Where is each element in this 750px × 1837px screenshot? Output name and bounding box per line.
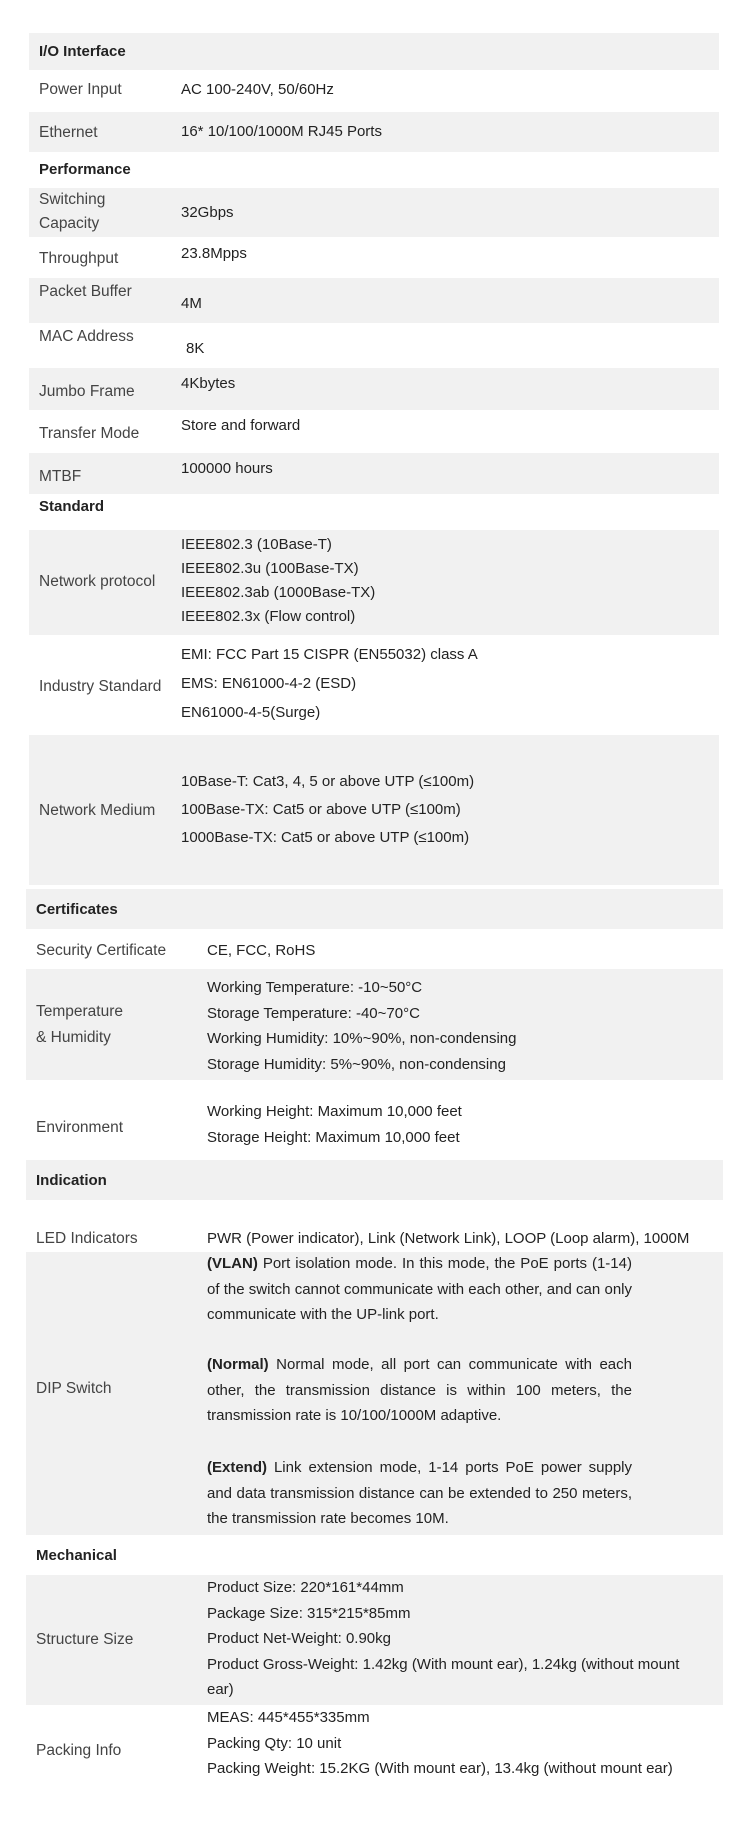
dip-mode-extend <box>207 1455 632 1532</box>
section-heading: Standard <box>39 498 105 515</box>
spec-row-mac-address <box>29 323 719 368</box>
spec-label: Environment <box>36 1119 124 1136</box>
section-standard <box>29 494 719 530</box>
spec-row-transfer-mode <box>29 410 719 453</box>
spec-row-temperature-humidity <box>26 969 723 1080</box>
spec-row-mtbf <box>29 453 719 494</box>
section-heading: Mechanical <box>36 1547 117 1564</box>
spec-value-list: EMI: FCC Part 15 CISPR (EN55032) class A EMS: EN61000-4-2 (ESD) EN61000-4-5(Surge) <box>181 646 478 721</box>
spec-row-structure-size <box>26 1575 723 1705</box>
spec-value: 8K <box>186 340 205 357</box>
spec-label: Structure Size <box>36 1631 134 1648</box>
section-heading: Certificates <box>36 901 118 918</box>
spec-row-led-indicators <box>26 1200 723 1252</box>
spec-label: Ethernet <box>39 124 98 141</box>
spec-label: LED Indicators <box>36 1230 138 1247</box>
section-mechanical <box>26 1535 723 1575</box>
spec-row-packing-info <box>26 1705 723 1791</box>
section-indication <box>26 1160 723 1200</box>
spec-row-dip-switch <box>26 1252 723 1535</box>
spec-row-security-certificate <box>26 929 723 969</box>
spec-value: 100000 hours <box>181 460 273 477</box>
spec-value-list: MEAS: 445*455*335mm Packing Qty: 10 unit Packing Weight: 15.2KG (With mount ear), 13.4kg (without mount ear) <box>207 1709 673 1777</box>
spec-value-list: IEEE802.3 (10Base-T) IEEE802.3u (100Base-TX) IEEE802.3ab (1000Base-TX) IEEE802.3x (Flow control) <box>181 536 376 625</box>
spec-value-list: 10Base-T: Cat3, 4, 5 or above UTP (≤100m) 100Base-TX: Cat5 or above UTP (≤100m) 1000Base-TX: Cat5 or above UTP (≤100m) <box>181 773 475 846</box>
dip-mode-text: Port isolation mode. In this mode, the PoE ports (1-14) of the switch cannot communicate with each other, and can only communicate with the UP-link port. <box>207 1255 632 1323</box>
spec-row-industry-standard <box>29 635 719 735</box>
spec-row-environment <box>26 1080 723 1160</box>
dip-mode-key: (VLAN) <box>207 1255 258 1272</box>
spec-label: Jumbo Frame <box>39 383 135 400</box>
spec-label: DIP Switch <box>36 1380 112 1397</box>
dip-mode-text: Link extension mode, 1-14 ports PoE power supply and data transmission distance can be extended to 250 meters, the transmission rate becomes 10M. <box>207 1459 633 1527</box>
section-heading: Indication <box>36 1172 107 1189</box>
spec-value: 4M <box>181 295 202 312</box>
spec-value: AC 100-240V, 50/60Hz <box>181 81 334 98</box>
spec-row-packet-buffer <box>29 278 719 323</box>
spec-label: MAC Address <box>39 328 134 345</box>
spec-value-list: Product Size: 220*161*44mm Package Size: 315*215*85mm Product Net-Weight: 0.90kg Product Gross-Weight: 1.42kg (With mount ear), 1.24kg (without mount ear) <box>207 1579 680 1698</box>
dip-mode-vlan <box>207 1251 632 1328</box>
spec-label: Packing Info <box>36 1742 122 1759</box>
spec-value: CE, FCC, RoHS <box>207 942 316 959</box>
spec-label: Industry Standard <box>39 678 162 695</box>
spec-label: Security Certificate <box>36 942 167 959</box>
section-heading: Performance <box>39 161 131 178</box>
section-certificates <box>26 889 723 929</box>
spec-value: 32Gbps <box>181 204 234 221</box>
spec-label: Packet Buffer <box>39 283 132 300</box>
spec-value: 4Kbytes <box>181 375 236 392</box>
spec-row-jumbo-frame <box>29 368 719 410</box>
spec-value-list: Working Temperature: -10~50°C Storage Temperature: -40~70°C Working Humidity: 10%~90%, non-condensing Storage Humidity: 5%~90%, non-condensing <box>207 979 517 1073</box>
spec-value: Store and forward <box>181 417 301 434</box>
section-performance <box>29 152 719 188</box>
dip-mode-normal <box>207 1352 632 1429</box>
spec-row-network-medium <box>29 735 719 885</box>
spec-row-ethernet <box>29 112 719 152</box>
dip-mode-text: Normal mode, all port can communicate with each other, the transmission distance is within 100 meters, the transmission rate is 10/100/1000M adaptive. <box>207 1356 632 1424</box>
spec-label: Network Medium <box>39 802 156 819</box>
spec-value: 23.8Mpps <box>181 245 247 262</box>
dip-mode-key: (Extend) <box>207 1459 267 1476</box>
spec-value: PWR (Power indicator), Link (Network Link), LOOP (Loop alarm), 1000M <box>207 1230 690 1247</box>
spec-row-switching-capacity <box>29 188 719 237</box>
spec-label: Power Input <box>39 81 122 98</box>
spec-label: Network protocol <box>39 573 156 590</box>
section-heading: I/O Interface <box>39 43 126 60</box>
spec-label: Transfer Mode <box>39 425 140 442</box>
spec-label: Throughput <box>39 250 119 267</box>
spec-row-network-protocol <box>29 530 719 635</box>
spec-value: 16* 10/100/1000M RJ45 Ports <box>181 123 382 140</box>
spec-value-list: Working Height: Maximum 10,000 feet Storage Height: Maximum 10,000 feet <box>207 1103 462 1146</box>
spec-row-throughput <box>29 237 719 278</box>
dip-mode-key: (Normal) <box>207 1356 269 1373</box>
spec-label: Temperature & Humidity <box>36 1003 124 1046</box>
spec-row-power-input <box>29 70 719 112</box>
section-io-interface <box>29 33 719 70</box>
spec-label: MTBF <box>39 468 82 485</box>
spec-label: Switching Capacity <box>39 191 106 232</box>
